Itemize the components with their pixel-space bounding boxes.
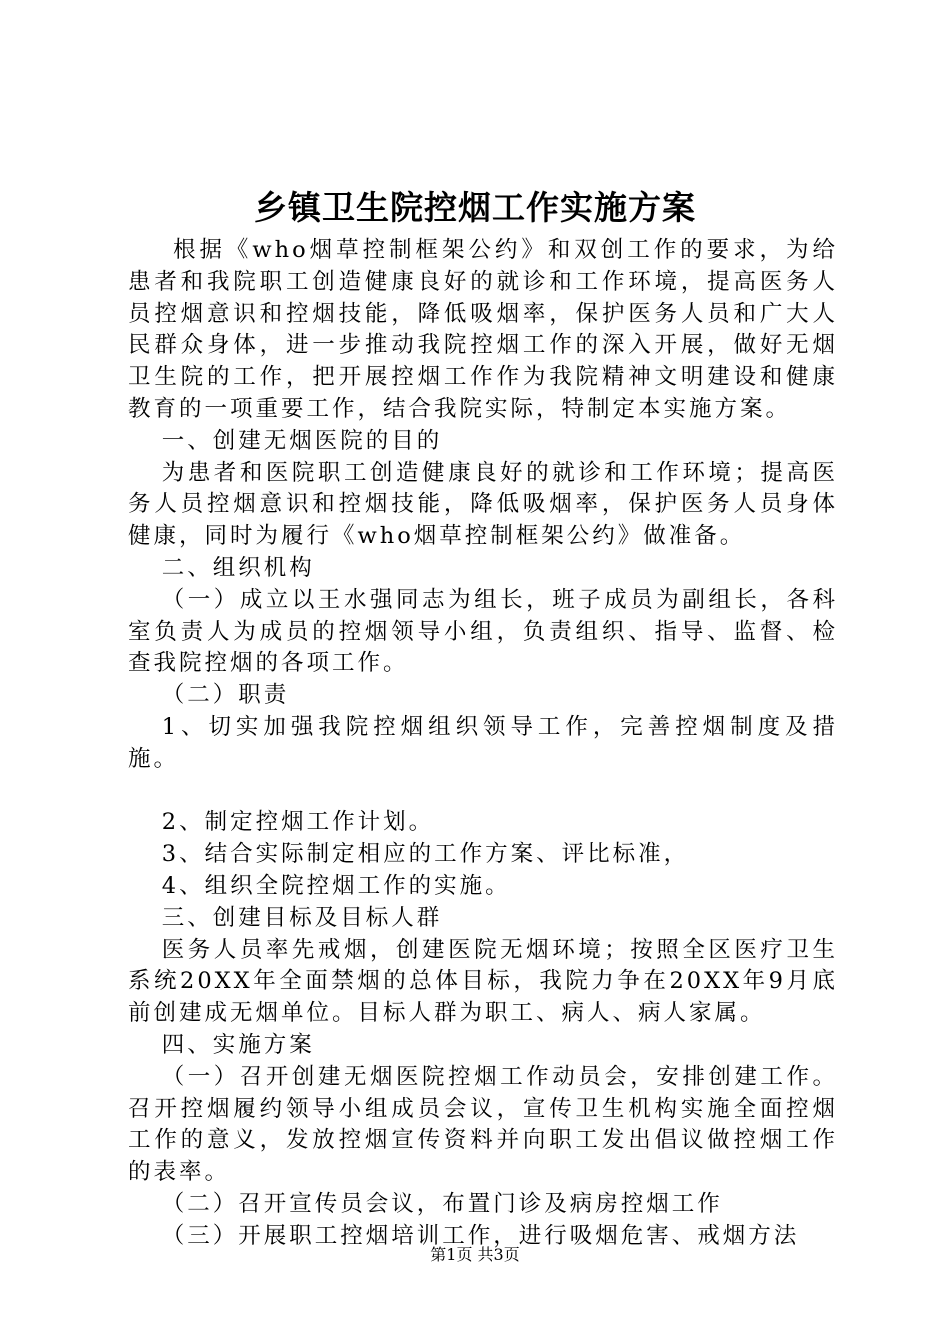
duty-item-1: 1、切实加强我院控烟组织领导工作，完善控烟制度及措施。 — [128, 713, 838, 772]
section-4-item-1: （一）召开创建无烟医院控烟工作动员会，安排创建工作。召开控烟履约领导小组成员会议，宣传卫生机构实施全面控烟工作的意义，发放控烟宣传资料并向职工发出倡议做控烟工作的表率。 — [128, 1063, 838, 1186]
duty-item-4: 4、组织全院控烟工作的实施。 — [161, 872, 511, 899]
section-heading-2: 二、组织机构 — [161, 554, 315, 581]
section-4-item-2: （二）召开宣传员会议，布置门诊及病房控烟工作 — [161, 1190, 723, 1217]
document-title: 乡镇卫生院控烟工作实施方案 — [254, 188, 696, 227]
section-heading-1: 一、创建无烟医院的目的 — [161, 427, 443, 454]
section-4-item-3: （三）开展职工控烟培训工作，进行吸烟危害、戒烟方法 — [161, 1222, 800, 1249]
section-heading-4: 四、实施方案 — [161, 1031, 315, 1058]
section-1-paragraph: 为患者和医院职工创造健康良好的就诊和工作环境；提高医务人员控烟意识和控烟技能，降低吸烟率，保护医务人员身体健康，同时为履行《who烟草控制框架公约》做准备。 — [128, 459, 838, 550]
section-3-paragraph: 医务人员率先戒烟，创建医院无烟环境；按照全区医疗卫生系统20XX年全面禁烟的总体目标，我院力争在20XX年9月底前创建成无烟单位。目标人群为职工、病人、病人家属。 — [128, 936, 838, 1027]
section-2-paragraph-1: （一）成立以王水强同志为组长，班子成员为副组长，各科室负责人为成员的控烟领导小组，负责组织、指导、监督、检查我院控烟的各项工作。 — [128, 586, 838, 677]
blank-line — [128, 776, 838, 808]
document-body — [128, 235, 838, 1253]
section-2-subheading: （二）职责 — [161, 682, 290, 709]
intro-paragraph: 根据《who烟草控制框架公约》和双创工作的要求，为给患者和我院职工创造健康良好的就诊和工作环境，提高医务人员控烟意识和控烟技能，降低吸烟率，保护医务人员和广大人民群众身体，进一步推动我院控烟工作的深入开展，做好无烟卫生院的工作，把开展控烟工作作为我院精神文明建设和健康教育的一项重要工作，结合我院实际，特制定本实施方案。 — [128, 237, 838, 422]
page-footer: 第1页 共3页 — [430, 1245, 520, 1264]
duty-item-3: 3、结合实际制定相应的工作方案、评比标准， — [161, 841, 690, 868]
duty-item-2: 2、制定控烟工作计划。 — [161, 809, 435, 836]
section-heading-3: 三、创建目标及目标人群 — [161, 904, 443, 931]
